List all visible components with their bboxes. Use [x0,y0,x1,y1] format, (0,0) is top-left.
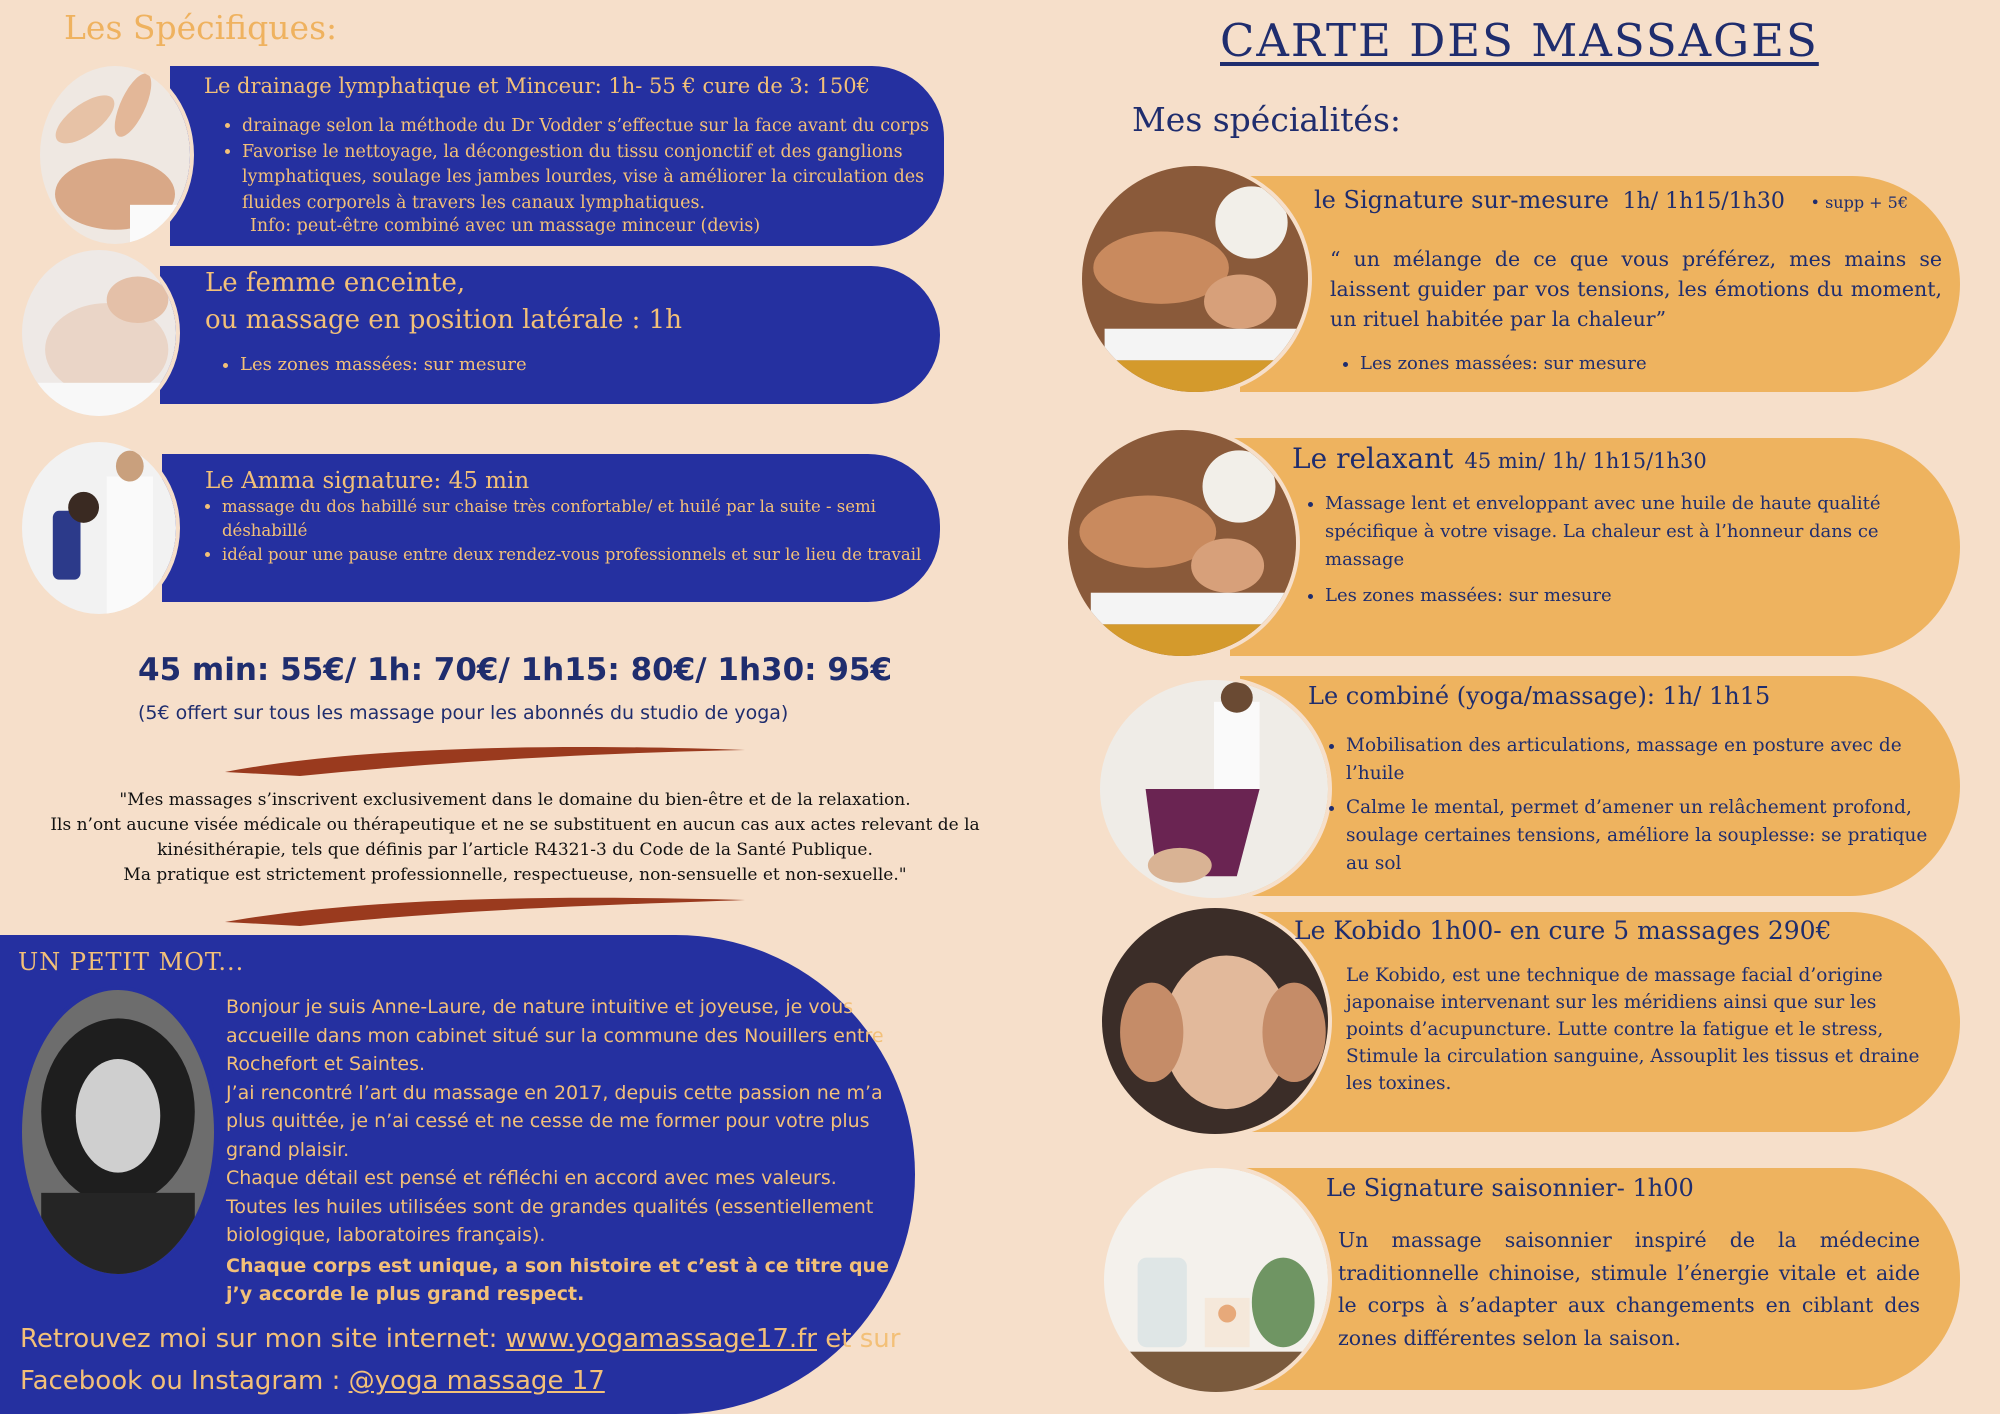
disclaimer [50,788,980,888]
signature-supp-text: supp + 5€ [1825,193,1908,212]
saisonnier-title: Le Signature saisonnier- 1h00 [1326,1174,1694,1202]
relaxant-bullets [1303,490,1945,610]
disclaimer-line: Ils n’ont aucune visée médicale ou thérapeutique et ne se substituent en aucun cas aux actes relevant de la kinésithérapie, tels que définis par l’article R4321-3 du Code de la Santé Publique. [50,815,980,860]
amma-photo [18,438,180,618]
drainage-bullet: • drainage selon la méthode du Dr Vodder s’effectue sur la face avant du corps [242,114,942,140]
relaxant-photo [1064,426,1300,660]
signature-durations: 1h/ 1h15/1h30 [1622,189,1785,214]
brush-divider-top [220,740,750,780]
signature-quote: “ un mélange de ce que vous préférez, mes mains se laissent guider par vos tensions, les émotions du moment, un rituel habitée par la chaleur” [1330,247,1942,331]
drainage-bullets [220,114,942,216]
enceinte-title-line1: Le femme enceinte, [205,268,466,298]
footer-text: et sur Facebook ou Instagram : [20,1324,901,1396]
signature-bullets [1338,351,1920,377]
footer-text: Retrouvez moi sur mon site internet: [20,1324,506,1354]
about-paragraph: J’ai rencontré l’art du massage en 2017, depuis cette passion ne m’a plus quittée, je n’ai cessé et ne cesse de me former pour votre plus grand plaisir. [226,1081,883,1161]
combine-bullets [1324,732,1956,878]
combine-title: Le combiné (yoga/massage): 1h/ 1h15 [1308,682,1771,710]
about-bold-statement: Chaque corps est unique, a son histoire et c’est à ce titre que j’y accorde le plus grand respect. [226,1255,889,1305]
relaxant-title [1292,442,1707,475]
price-list: 45 min: 55€/ 1h: 70€/ 1h15: 80€/ 1h30: 95€ [138,652,893,688]
relaxant-bullet: • Les zones massées: sur mesure [1325,582,1945,610]
combine-bullet: • Mobilisation des articulations, massage en posture avec de l’huile [1346,732,1956,788]
drainage-bullet: • Favorise le nettoyage, la décongestion du tissu conjonctif et des ganglions lymphatiques, soulage les jambes lourdes, vise à améliorer la circulation des fluides corporels à travers les canaux lymphatiques. [242,140,942,217]
saisonnier-photo [1100,1164,1332,1396]
combine-bullet: • Calme le mental, permet d’amener un relâchement profond, soulage certaines tensions, améliore la souplesse: se pratique au sol [1346,794,1956,878]
signature-name: le Signature sur-mesure [1314,186,1609,214]
section-title-specialites: Mes spécialités: [1132,100,1401,139]
about-text [226,993,906,1250]
about-title: UN PETIT MOT... [18,948,245,976]
enceinte-title-line2: ou massage en position latérale : 1h [205,305,682,335]
kobido-text: Le Kobido, est une technique de massage facial d’origine japonaise intervenant sur les méridiens ainsi que sur les points d’acupuncture. Lutte contre la fatigue et le stress, Stimule la circulation sanguine, Assouplit les tissus et draine les toxines. [1346,965,1920,1094]
amma-bullet: • idéal pour une pause entre deux rendez-vous professionnels et sur le lieu de travail [222,543,922,567]
signature-bullet: • Les zones massées: sur mesure [1360,351,1920,377]
enceinte-bullet: • Les zones massées: sur mesure [240,352,840,378]
saisonnier-text: Un massage saisonnier inspiré de la médecine traditionnelle chinoise, stimule l’énergie vitale et aide le corps à s’adapter aux changements en ciblant des zones différentes selon la saison. [1338,1228,1920,1350]
about-paragraph: Toutes les huiles utilisées sont de grandes qualités (essentiellement biologique, laboratoires français). [226,1195,874,1246]
signature-supp: • supp + 5€ [1810,193,1908,212]
about-footer [20,1318,910,1402]
about-paragraph: Chaque détail est pensé et réfléchi en accord avec mes valeurs. [226,1167,837,1189]
amma-bullets [200,495,922,567]
price-note: (5€ offert sur tous les massage pour les abonnés du studio de yoga) [138,702,789,724]
relaxant-durations: 45 min/ 1h/ 1h15/1h30 [1464,449,1707,473]
enceinte-photo [18,246,180,420]
signature-title [1314,186,1908,214]
kobido-title: Le Kobido 1h00- en cure 5 massages 290€ [1294,916,1832,945]
drainage-title: Le drainage lymphatique et Minceur: 1h- 55 € cure de 3: 150€ [204,74,870,98]
signature-photo [1078,162,1312,396]
website-link[interactable]: www.yogamassage17.fr [505,1324,817,1354]
relaxant-name: Le relaxant [1292,442,1454,475]
enceinte-bullets [218,352,840,378]
amma-bullet: • massage du dos habillé sur chaise très confortable/ et huilé par la suite - semi déshabillé [222,495,922,543]
brush-divider-bottom [220,892,750,928]
disclaimer-line: "Mes massages s’inscrivent exclusivement dans le domaine du bien-être et de la relaxation. [119,790,911,810]
combine-photo [1096,676,1332,902]
drainage-info: Info: peut-être combiné avec un massage minceur (devis) [250,216,761,236]
page-title: CARTE DES MASSAGES [1220,14,1819,67]
portrait-photo [18,986,218,1278]
section-title-specifiques: Les Spécifiques: [64,8,338,47]
relaxant-bullet: • Massage lent et enveloppant avec une huile de haute qualité spécifique à votre visage. La chaleur est à l’honneur dans ce massage [1325,490,1945,574]
amma-title: Le Amma signature: 45 min [205,468,530,494]
social-link[interactable]: @yoga massage 17 [348,1366,605,1396]
about-paragraph: Bonjour je suis Anne-Laure, de nature intuitive et joyeuse, je vous accueille dans mon cabinet situé sur la commune des Nouillers entre Rochefort et Saintes. [226,996,884,1075]
disclaimer-line: Ma pratique est strictement professionnelle, respectueuse, non-sensuelle et non-sexuelle." [123,865,907,885]
drainage-photo [36,62,194,248]
